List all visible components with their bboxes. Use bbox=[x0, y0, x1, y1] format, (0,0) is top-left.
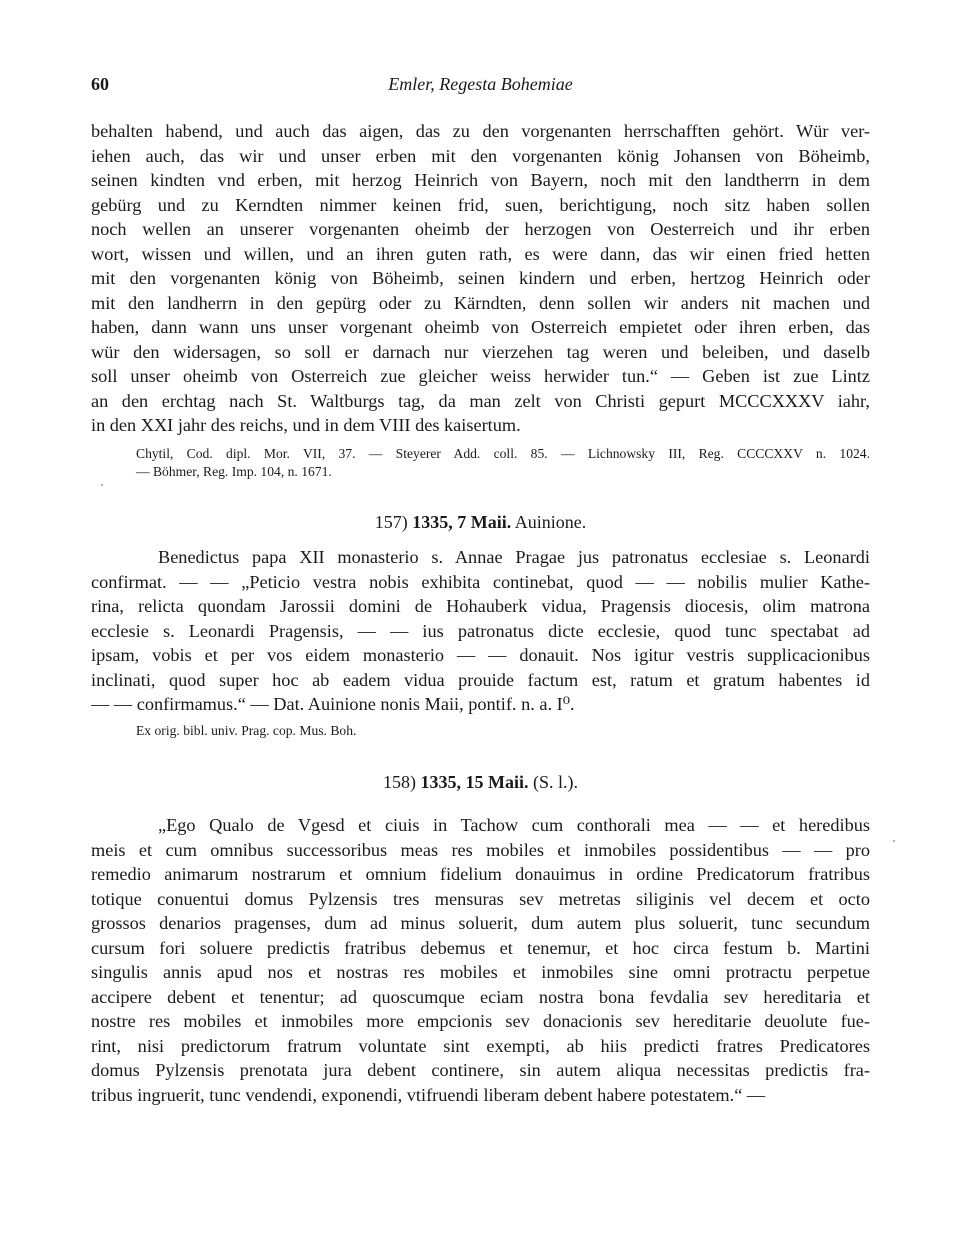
text-line: ipsam, vobis et per vos eidem monasterio — — donauit. Nos igitur vestris supplicacionibus bbox=[91, 645, 870, 665]
text-line: seinen kindten vnd erben, mit herzog Heinrich von Bayern, noch mit den landtherrn in dem bbox=[91, 170, 870, 190]
text-line: rint, nisi predictorum fratrum voluntate sint exempti, ab hiis predicti fratres Predicatores bbox=[91, 1035, 870, 1056]
entry-number: 157) bbox=[374, 512, 408, 532]
text-line: haben, dann wann uns unser vorgenant oheimb von Osterreich empietet oder ihren erben, das bbox=[91, 317, 870, 337]
text-line: accipere debent et tenentur; ad quoscumque eciam nostra bona fevdalia sev hereditaria et bbox=[91, 986, 870, 1007]
text-line: inclinati, quod super hoc ab eadem vidua prouide factum est, ratum et gratum habentes id bbox=[91, 669, 870, 690]
entry-place: (S. l.). bbox=[533, 772, 578, 792]
text-line: rina, relicta quondam Jarossii domini de Hohauberk vidua, Pragensis diocesis, olim matrona bbox=[91, 596, 870, 616]
text-line: iehen auch, das wir und unser erben mit den vorgenanten könig Johansen von Böheimb, bbox=[91, 145, 870, 166]
entry-158-text bbox=[91, 813, 870, 1107]
entry-date: 1335, 15 Maii. bbox=[420, 772, 529, 792]
text-line: soll unser oheimb von Osterreich zue gleicher weiss herwider tun.“ — Geben ist zue Lintz bbox=[91, 366, 870, 386]
text-line: wort, wissen und willen, und an ihren guten rath, es were dann, das wir einen fried hetten bbox=[91, 243, 870, 264]
source-note bbox=[91, 722, 870, 740]
text-line: „Ego Qualo de Vgesd et ciuis in Tachow cum conthorali mea — — et heredibus bbox=[158, 815, 870, 835]
note-line: Chytil, Cod. dipl. Mor. VII, 37. — Steyerer Add. coll. 85. — Lichnowsky III, Reg. CCCCXXV n. 1024. bbox=[136, 446, 870, 461]
entry-heading-158 bbox=[91, 770, 870, 794]
scan-speck bbox=[893, 840, 895, 842]
page-number: 60 bbox=[91, 74, 109, 94]
text-line: wür den widersagen, so soll er darnach nur vierzehen tag weren und beleiben, und daselb bbox=[91, 341, 870, 362]
text-line: nostre res mobiles et inmobiles more empcionis sev donacionis sev hereditarie deuolute fue- bbox=[91, 1011, 870, 1031]
entry-157-text bbox=[91, 545, 870, 717]
text-line: totique conuentui domus Pylzensis tres mensuras sev metretas siliginis vel decem et octo bbox=[91, 888, 870, 909]
text-line: meis et cum omnibus successoribus meas res mobiles et inmobiles possidentibus — — pro bbox=[91, 839, 870, 860]
text-line: tribus ingruerit, tunc vendendi, exponendi, vtifruendi liberam debent habere potestatem.“ — bbox=[91, 1084, 766, 1105]
note-line: Ex orig. bibl. univ. Prag. cop. Mus. Boh. bbox=[136, 723, 357, 738]
text-line: an den erchtag nach St. Waltburgs tag, da man zelt von Christi gepurt MCCCXXXV iahr, bbox=[91, 390, 870, 411]
text-line: remedio animarum nostrarum et omnium fidelium donauimus in ordine Predicatorum fratribus bbox=[91, 864, 870, 884]
text-line: singulis annis apud nos et nostras res mobiles et inmobiles sine omni protractu perpetue bbox=[91, 962, 870, 982]
text-line: mit den vorgenanten könig von Böheimb, seinen kindern und erben, hertzog Heinrich oder bbox=[91, 268, 870, 288]
text-line: noch wellen an unserer vorgenanten oheimb der herzogen von Oesterreich und ihr erben bbox=[91, 219, 870, 239]
regest-line: Benedictus papa XII monasterio s. Annae Pragae jus patronatus ecclesiae s. Leonardi bbox=[158, 547, 870, 567]
running-title: Emler, Regesta Bohemiae bbox=[388, 74, 573, 94]
text-line: — — confirmamus.“ — Dat. Auinione nonis Maii, pontif. n. a. I⁰. bbox=[91, 694, 575, 714]
scan-speck bbox=[101, 484, 103, 486]
text-line: in den XXI jahr des reichs, und in dem VIII des kaisertum. bbox=[91, 415, 521, 435]
text-line: domus Pylzensis prenotata jura debent continere, sin autem aliqua necessitas predictis fra- bbox=[91, 1060, 870, 1080]
note-line: — Böhmer, Reg. Imp. 104, n. 1671. bbox=[136, 463, 332, 479]
text-line: ecclesie s. Leonardi Pragensis, — — ius patronatus dicte ecclesie, quod tunc spectabat ad bbox=[91, 620, 870, 641]
source-note bbox=[91, 445, 870, 480]
entry-place: Auinione. bbox=[514, 512, 587, 532]
entry-heading-157 bbox=[91, 510, 870, 534]
text-line: cursum fori soluere predictis fratribus debemus et tenemur, et hoc circa festum b. Martini bbox=[91, 937, 870, 958]
page-header bbox=[91, 74, 870, 100]
continuation-text bbox=[91, 119, 870, 438]
text-line: confirmat. — — „Peticio vestra nobis exhibita continebat, quod — — nobilis mulier Kathe- bbox=[91, 571, 870, 592]
text-line: mit den landherrn in den gepürg oder zu Kärndten, denn sollen wir anders nit machen und bbox=[91, 292, 870, 313]
text-line: grossos denarios pragenses, dum ad minus soluerit, dum autem plus soluerit, tunc secundum bbox=[91, 913, 870, 933]
entry-number: 158) bbox=[383, 772, 416, 792]
entry-date: 1335, 7 Maii. bbox=[412, 512, 512, 532]
text-line: gebürg und zu Kerndten nimmer keinen frid, suen, berichtigung, noch sitz haben sollen bbox=[91, 194, 870, 215]
text-line: behalten habend, und auch das aigen, das zu den vorgenanten herrschafften gehört. Wür ver- bbox=[91, 121, 870, 141]
